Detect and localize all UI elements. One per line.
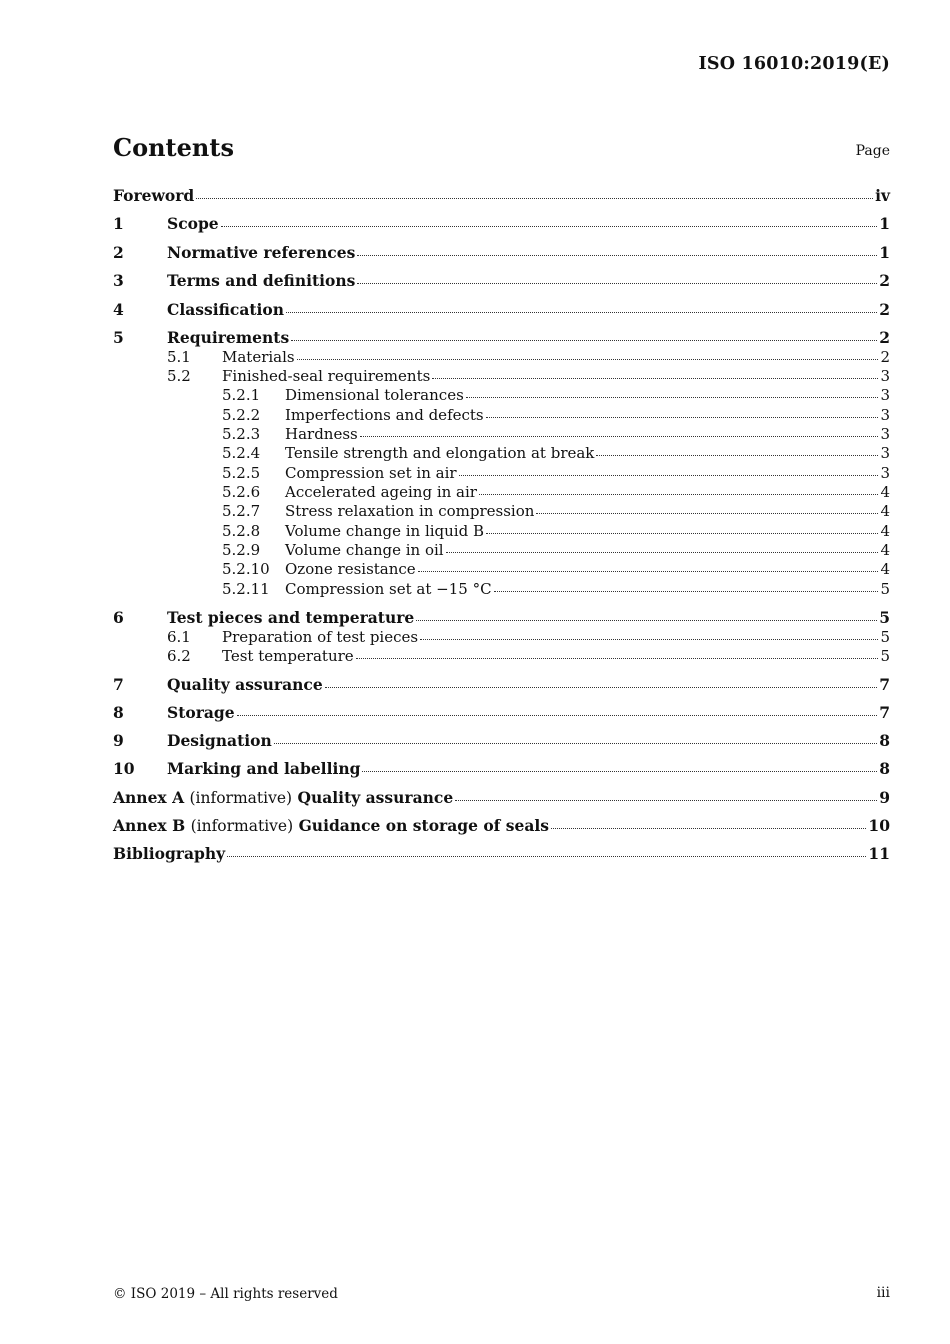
toc-number: 5.2.4: [222, 444, 261, 462]
toc-entry-terms-and-definitions[interactable]: [113, 273, 890, 289]
toc-number: 5.2.9: [222, 541, 261, 559]
toc-title: Imperfections and defects: [285, 406, 484, 424]
toc-page: 11: [868, 844, 890, 863]
toc-page: 3: [880, 367, 890, 385]
toc-page: 7: [879, 675, 890, 694]
dot-leader: [494, 590, 879, 592]
toc-title: Foreword: [113, 186, 195, 205]
toc-title: Hardness: [285, 425, 358, 443]
toc-title: Ozone resistance: [285, 560, 416, 578]
toc-entry-test-pieces-and-temperature[interactable]: [113, 610, 890, 626]
toc-page: 3: [880, 425, 890, 443]
toc-page: 7: [879, 703, 890, 722]
toc-entry-designation[interactable]: [113, 733, 890, 749]
page-number: iii: [876, 1285, 890, 1301]
table-of-contents: [113, 0, 890, 900]
document-identifier: ISO 16010:2019(E): [698, 54, 890, 74]
toc-entry-finished-seal-requirements[interactable]: [113, 369, 890, 384]
toc-entry-materials[interactable]: [113, 350, 890, 365]
toc-title: Compression set at −15 °C: [285, 580, 492, 598]
toc-title: Marking and labelling: [167, 759, 361, 778]
dot-leader: [446, 551, 879, 553]
toc-number: 5.2.11: [222, 580, 270, 598]
dot-leader: [237, 714, 878, 716]
dot-leader: [357, 282, 877, 284]
toc-entry-quality-assurance[interactable]: [113, 677, 890, 693]
toc-page: 3: [880, 464, 890, 482]
toc-title: Scope: [167, 214, 219, 233]
annex-title: Guidance on storage of seals: [298, 816, 549, 835]
dot-leader: [551, 827, 866, 829]
annex-kind: (informative): [189, 789, 293, 807]
toc-entry-normative-references[interactable]: [113, 245, 890, 261]
toc-page: 3: [880, 386, 890, 404]
toc-number: 1: [113, 214, 124, 233]
toc-page: 2: [879, 300, 890, 319]
dot-leader: [291, 339, 877, 341]
toc-title: Tensile strength and elongation at break: [285, 444, 595, 462]
toc-entry-volume-change-liquid-b[interactable]: [113, 524, 890, 539]
toc-title: Compression set in air: [285, 464, 457, 482]
dot-leader: [455, 799, 877, 801]
toc-entry-compression-set-in-air[interactable]: [113, 466, 890, 481]
toc-title: Finished-seal requirements: [222, 367, 431, 385]
toc-annex-title: [113, 818, 549, 835]
dot-leader: [479, 493, 878, 495]
dot-leader: [420, 638, 878, 640]
page-column-label: Page: [855, 143, 890, 159]
dot-leader: [486, 532, 878, 534]
toc-page: 5: [880, 580, 890, 598]
dot-leader: [356, 657, 879, 659]
toc-number: 5.2: [167, 367, 191, 385]
toc-page: 4: [880, 502, 890, 520]
dot-leader: [466, 396, 879, 398]
dot-leader: [325, 686, 878, 688]
toc-page: iv: [875, 186, 890, 205]
toc-number: 5.1: [167, 348, 191, 366]
annex-kind: (informative): [190, 817, 294, 835]
toc-number: 5.2.1: [222, 386, 261, 404]
dot-leader: [274, 742, 877, 744]
annex-label: Annex A: [113, 788, 185, 807]
dot-leader: [596, 454, 878, 456]
toc-number: 10: [113, 759, 135, 778]
dot-leader: [486, 416, 879, 418]
toc-entry-marking-and-labelling[interactable]: [113, 761, 890, 777]
toc-title: Volume change in oil: [285, 541, 444, 559]
toc-title: Test temperature: [222, 647, 354, 665]
toc-title: Classification: [167, 300, 285, 319]
toc-page: 10: [868, 816, 890, 835]
toc-page: 1: [879, 214, 890, 233]
toc-title: Bibliography: [113, 844, 226, 863]
toc-number: 8: [113, 703, 124, 722]
dot-leader: [297, 358, 879, 360]
toc-number: 3: [113, 271, 124, 290]
toc-entry-dimensional-tolerances[interactable]: [113, 388, 890, 403]
toc-page: 1: [879, 243, 890, 262]
toc-entry-foreword[interactable]: [113, 188, 890, 204]
toc-title: Dimensional tolerances: [285, 386, 464, 404]
toc-page: 2: [880, 348, 890, 366]
toc-entry-accelerated-ageing[interactable]: [113, 485, 890, 500]
contents-heading: Contents: [113, 133, 234, 162]
dot-leader: [416, 619, 877, 621]
dot-leader: [362, 770, 877, 772]
toc-annex-title: [113, 790, 453, 807]
toc-entry-annex-b[interactable]: [113, 818, 890, 835]
toc-entry-bibliography[interactable]: [113, 846, 890, 862]
toc-number: 2: [113, 243, 124, 262]
dot-leader: [221, 225, 878, 227]
dot-leader: [286, 311, 877, 313]
toc-number: 5.2.3: [222, 425, 261, 443]
toc-title: Test pieces and temperature: [167, 608, 415, 627]
toc-number: 6.1: [167, 628, 191, 646]
toc-entry-tensile-strength[interactable]: [113, 446, 890, 461]
toc-number: 9: [113, 731, 124, 750]
toc-page: 5: [879, 608, 890, 627]
toc-entry-classification[interactable]: [113, 302, 890, 318]
toc-entry-storage[interactable]: [113, 705, 890, 721]
toc-title: Preparation of test pieces: [222, 628, 419, 646]
dot-leader: [360, 435, 879, 437]
toc-page: 8: [879, 759, 890, 778]
toc-number: 5.2.6: [222, 483, 261, 501]
dot-leader: [536, 512, 878, 514]
toc-page: 4: [880, 522, 890, 540]
toc-page: 4: [880, 541, 890, 559]
toc-title: Normative references: [167, 243, 356, 262]
toc-title: Designation: [167, 731, 272, 750]
toc-page: 2: [879, 271, 890, 290]
toc-title: Materials: [222, 348, 295, 366]
toc-number: 6: [113, 608, 124, 627]
toc-number: 5.2.2: [222, 406, 261, 424]
toc-entry-requirements[interactable]: [113, 330, 890, 346]
toc-entry-hardness[interactable]: [113, 427, 890, 442]
dot-leader: [459, 474, 879, 476]
toc-page: 9: [879, 788, 890, 807]
toc-title: Accelerated ageing in air: [285, 483, 477, 501]
toc-title: Quality assurance: [167, 675, 323, 694]
toc-number: 7: [113, 675, 124, 694]
toc-entry-stress-relaxation[interactable]: [113, 504, 890, 519]
annex-title: Quality assurance: [297, 788, 454, 807]
toc-number: 5.2.10: [222, 560, 270, 578]
toc-title: Terms and definitions: [167, 271, 356, 290]
toc-title: Requirements: [167, 328, 290, 347]
toc-number: 4: [113, 300, 124, 319]
toc-entry-test-temperature[interactable]: [113, 649, 890, 664]
toc-page: 4: [880, 483, 890, 501]
toc-title: Volume change in liquid B: [285, 522, 484, 540]
toc-number: 6.2: [167, 647, 191, 665]
annex-label: Annex B: [113, 816, 186, 835]
toc-page: 5: [880, 628, 890, 646]
toc-entry-volume-change-oil[interactable]: [113, 543, 890, 558]
toc-entry-ozone-resistance[interactable]: [113, 562, 890, 577]
toc-number: 5: [113, 328, 124, 347]
dot-leader: [227, 855, 866, 857]
toc-number: 5.2.7: [222, 502, 261, 520]
dot-leader: [357, 254, 877, 256]
toc-entry-compression-set-minus-15[interactable]: [113, 582, 890, 597]
dot-leader: [196, 197, 873, 199]
dot-leader: [432, 377, 878, 379]
toc-number: 5.2.5: [222, 464, 261, 482]
toc-number: 5.2.8: [222, 522, 261, 540]
toc-entry-scope[interactable]: [113, 216, 890, 232]
copyright-notice: © ISO 2019 – All rights reserved: [113, 1286, 338, 1302]
toc-page: 5: [880, 647, 890, 665]
toc-title: Stress relaxation in compression: [285, 502, 535, 520]
toc-page: 4: [880, 560, 890, 578]
toc-title: Storage: [167, 703, 235, 722]
toc-page: 3: [880, 406, 890, 424]
dot-leader: [418, 570, 879, 572]
toc-entry-preparation-of-test-pieces[interactable]: [113, 630, 890, 645]
toc-entry-annex-a[interactable]: [113, 790, 890, 807]
toc-entry-imperfections-and-defects[interactable]: [113, 408, 890, 423]
toc-page: 8: [879, 731, 890, 750]
toc-page: 2: [879, 328, 890, 347]
toc-page: 3: [880, 444, 890, 462]
